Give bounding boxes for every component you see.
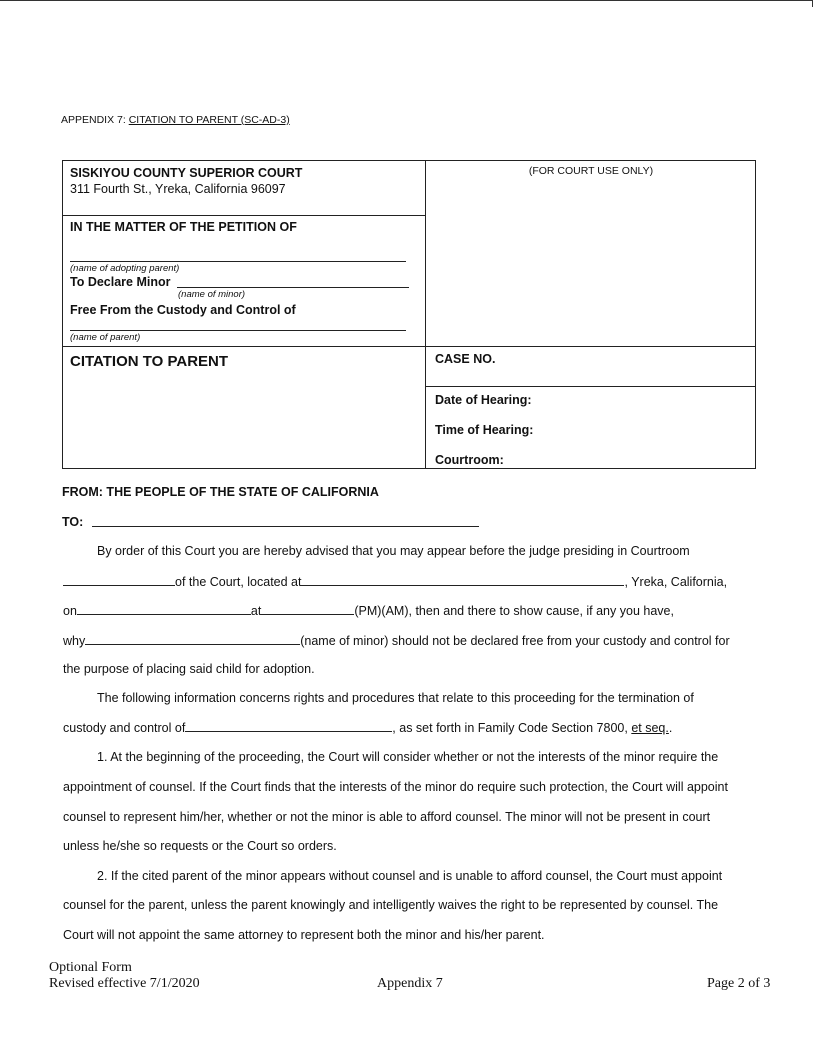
court-use-label: (FOR COURT USE ONLY) — [528, 165, 654, 177]
adopting-parent-caption: (name of adopting parent) — [70, 263, 180, 274]
free-from-label: Free From the Custody and Control of — [70, 303, 296, 317]
court-name: SISKIYOU COUNTY SUPERIOR COURT — [70, 166, 303, 180]
scan-border — [0, 0, 813, 7]
declare-minor-label: To Declare Minor — [70, 275, 171, 289]
minor-name-blank[interactable] — [85, 633, 300, 645]
location-blank[interactable] — [301, 574, 624, 586]
item-2-line-2: counsel for the parent, unless the parent knowingly and intelligently waives the right to be represented by counsel. The — [63, 898, 719, 912]
optional-form-label: Optional Form — [49, 960, 132, 975]
courtroom-blank[interactable] — [63, 574, 175, 586]
paragraph-1-line-3: on at (PM)(AM), then and there to show cause, if any you have, — [63, 604, 674, 618]
item-2-line-3: Court will not appoint the same attorney to represent both the minor and his/her parent. — [63, 928, 545, 942]
parent-name-caption: (name of parent) — [70, 332, 141, 343]
paragraph-2-line-1: The following information concerns rights and procedures that relate to this proceeding for the termination of — [97, 691, 694, 705]
caption-divider — [425, 160, 426, 469]
paragraph-1-line-5: the purpose of placing said child for adoption. — [63, 662, 315, 676]
hearing-time-blank[interactable] — [261, 603, 354, 615]
date-of-hearing-label: Date of Hearing: — [435, 393, 532, 407]
appendix-heading: APPENDIX 7: CITATION TO PARENT (SC-AD-3) — [61, 114, 290, 126]
caption-rule — [425, 386, 756, 387]
paragraph-1-line-2: of the Court, located at , Yreka, California, — [63, 574, 727, 589]
custody-minor-blank[interactable] — [185, 720, 392, 732]
page-number: Page 2 of 3 — [707, 976, 771, 991]
minor-name-line[interactable] — [177, 287, 409, 288]
caption-rule — [62, 346, 756, 347]
matter-label: IN THE MATTER OF THE PETITION OF — [70, 220, 297, 234]
et-seq: et seq. — [631, 721, 669, 735]
revised-date: Revised effective 7/1/2020 — [49, 976, 200, 991]
paragraph-1-line-1: By order of this Court you are hereby advised that you may appear before the judge presiding in Courtroom — [97, 544, 690, 558]
paragraph-1-line-4: why (name of minor) should not be declared free from your custody and control for — [63, 634, 730, 648]
item-1-line-4: unless he/she so requests or the Court so orders. — [63, 839, 337, 853]
minor-name-caption: (name of minor) — [178, 289, 246, 300]
courtroom-label: Courtroom: — [435, 453, 504, 467]
case-no-label: CASE NO. — [435, 352, 496, 366]
paragraph-2-line-2: custody and control of , as set forth in Family Code Section 7800, et seq.. — [63, 721, 673, 735]
appendix-title: CITATION TO PARENT (SC-AD-3) — [128, 114, 290, 126]
time-of-hearing-label: Time of Hearing: — [435, 423, 534, 437]
court-address: 311 Fourth St., Yreka, California 96097 — [70, 182, 286, 196]
adopting-parent-line[interactable] — [70, 261, 406, 262]
hearing-date-blank[interactable] — [77, 603, 251, 615]
item-2-line-1: 2. If the cited parent of the minor appears without counsel and is unable to afford counsel, the Court must appoint — [97, 869, 723, 883]
document-title: CITATION TO PARENT — [70, 353, 229, 370]
parent-name-line[interactable] — [70, 330, 406, 331]
item-1-line-3: counsel to represent him/her, whether or not the minor is able to afford counsel. The minor will not be present in court — [63, 810, 711, 824]
footer-appendix: Appendix 7 — [377, 976, 443, 991]
caption-rule — [62, 215, 426, 216]
from-line: FROM: THE PEOPLE OF THE STATE OF CALIFORNIA — [62, 485, 379, 499]
to-name-line[interactable] — [92, 526, 479, 527]
item-1-line-2: appointment of counsel. If the Court finds that the interests of the minor do require such protection, the Court will appoint — [63, 780, 728, 794]
to-label: TO: — [62, 515, 84, 529]
item-1-line-1: 1. At the beginning of the proceeding, the Court will consider whether or not the interests of the minor require the — [97, 750, 719, 764]
